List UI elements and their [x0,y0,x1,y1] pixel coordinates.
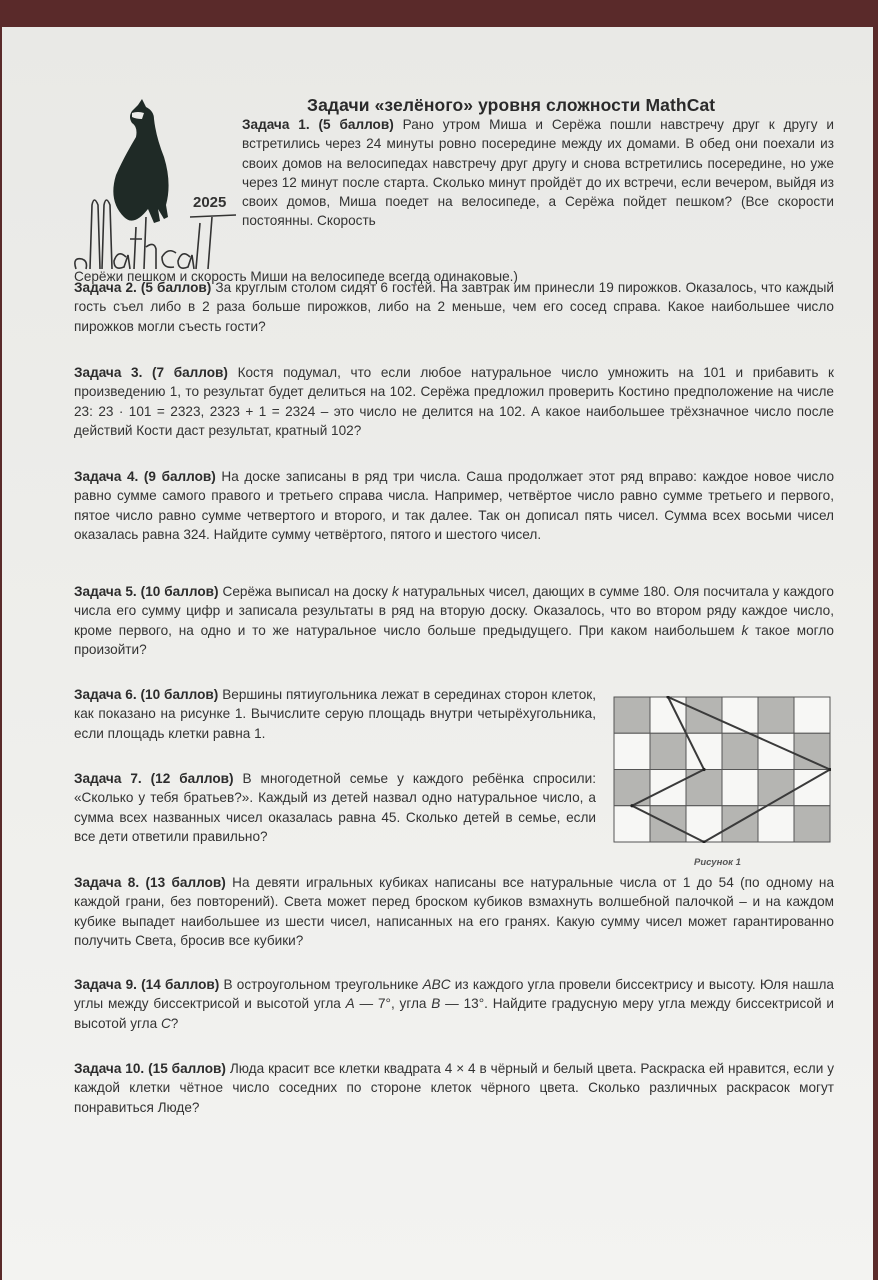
pentagon-vertex [702,768,705,771]
task-1-header: Задача 1. (5 баллов) [242,117,394,132]
task-8 [74,873,834,950]
logo-year: 2025 [193,194,227,211]
task-3-header: Задача 3. (7 баллов) [74,365,228,380]
task-4 [74,467,834,544]
task-9-var-c: C [160,1015,171,1031]
task-1-text: Рано утром Миша и Серёжа пошли навстречу друг к другу и встретились через 24 минуты ровно посередине между их домами. В обед они поехали из своих домов на велосипедах навстречу друг другу и снова встретились посередине, но уже через 12 минут после старта. Сколько минут пройдёт до их встречи, если вечером, выйдя из своих домов, Миша поедет на велосипеде, а Серёжа пойдет пешком? (Все скорости постоянны. Скорость [242,117,834,229]
figure-1-grid [613,696,831,843]
task-5-text-b: натуральных чисел, дающих в сумме 180. Оля посчитала у каждого числа его сумму цифр и записала результаты в ряд на вторую доску. Оказалось, что во втором ряду каждое число, кроме первого, на одно и то же натуральное число больше предыдущего. При каком наибольшем [74,584,834,638]
pentagon-vertex [630,804,633,807]
task-6-header: Задача 6. (10 баллов) [74,687,219,702]
task-9-text-d: — 13°. Найдите градусную меру угла между биссектрисой и высотой угла [74,996,834,1031]
task-6 [74,685,596,743]
task-9-text-c: — 7°, угла [354,996,432,1012]
task-9-text-a: В остроугольном треугольнике [219,977,423,992]
task-5-var-k: k [392,584,399,599]
task-2-text: За круглым столом сидят 6 гостей. На завтрак им принесли 19 пирожков. Оказалось, что каждый гость съел либо в 2 раза больше пирожков, либо на 2 меньше, чем его сосед справа. Какое наибольшее число пирожков могли съесть гости? [74,280,834,334]
grid-cell-gray [758,697,794,733]
grid-cell-gray [794,733,830,769]
task-6-text: Вершины пятиугольника лежат в серединах сторон клеток, как показано на рисунке 1. Вычислите серую площадь внутри четырёхугольника, если площадь клетки равна 1. [74,687,596,741]
grid-cell-white [758,806,794,842]
grid-cell-white [722,770,758,806]
task-7-text: В многодетной семье у каждого ребёнка спросили: «Сколько у тебя братьев?». Каждый из детей назвал одно натуральное число, а сумма всех названных чисел оказалась равна 45. Сколько детей в семье, если все дети ответили правильно? [74,771,596,844]
grid-cell-gray [650,733,686,769]
grid-cell-gray [722,733,758,769]
task-9-var-abc: ABC [422,977,451,992]
grid-cell-gray [686,697,722,733]
task-9-var-a: A [345,996,355,1012]
task-9-header: Задача 9. (14 баллов) [74,977,220,992]
grid-cell-gray [722,806,758,842]
task-3 [74,363,834,440]
task-7 [74,769,596,846]
grid-cell-white [794,697,830,733]
task-5-text-c: такое могло произойти? [74,622,834,657]
page-title: Задачи «зелёного» уровня сложности MathCat [307,95,716,115]
task-2-header: Задача 2. (5 баллов) [74,280,212,295]
task-9 [74,975,834,1033]
grid-cell-white [614,733,650,769]
task-1-text-cont: Серёжи пешком и скорость Миши на велосипеде всегда одинаковые.) [74,269,518,284]
task-4-header: Задача 4. (9 баллов) [74,469,216,484]
task-10-text: Люда красит все клетки квадрата 4 × 4 в чёрный и белый цвета. Раскраска ей нравится, если у каждой клетки чётное число соседних по стороне клеток чёрного цвета. Сколько различных раскрасок могут понравиться Люде? [74,1061,834,1115]
task-1 [242,115,834,231]
task-10 [74,1059,834,1117]
task-4-text: На доске записаны в ряд три числа. Саша продолжает этот ряд вправо: каждое новое число равно сумме самого правого и третьего справа числа. Например, четвёртое число равно сумме третьего и первого, пятое число равно сумме четвертого и второго, и так далее. Так он дописал пять чисел. Сумма всех восьми чисел оказалась равна 324. Найдите сумму четвёртого, пятого и шестого чисел. [74,469,835,542]
task-10-header: Задача 10. (15 баллов) [74,1061,226,1076]
task-2 [74,278,834,336]
figure-caption: Рисунок 1 [694,857,741,868]
grid-cell-gray [794,806,830,842]
paper-sheet [2,27,873,1280]
task-5-text-a: Серёжа выписал на доску [218,584,393,599]
task-9-var-b: B [431,996,441,1012]
task-3-text: Костя подумал, что если любое натуральное число умножить на 101 и прибавить к произведению 1, то результат будет делиться на 102. Серёжа предложил проверить Костино предположение на числе 23: 23 · 101 = 2323, 2323 + 1 = 2324 – это число не делится на 102. А какое наибольшее трёхзначное число после действий Кости даст результат, кратный 102? [74,365,834,438]
task-7-header: Задача 7. (12 баллов) [74,771,234,786]
task-8-header: Задача 8. (13 баллов) [74,875,226,890]
task-8-text: На девяти игральных кубиках написаны все натуральные числа от 1 до 54 (по одному на каждой грани, без повторений). Света может перед броском кубиков взмахнуть волшебной палочкой – и на каждом кубике выпадет наибольшее из шести чисел, написанных на его гранях. Какую сумму чисел может гарантированно получить Света, бросив все кубики? [74,875,834,948]
mathcat-logo [68,97,240,272]
task-5-header: Задача 5. (10 баллов) [74,584,219,599]
task-5 [74,582,834,659]
task-9-text-e: ? [170,1015,179,1031]
grid-cell-white [686,733,722,769]
grid-cell-gray [614,697,650,733]
grid-cell-white [722,697,758,733]
task-5-var-k-2: k [741,622,749,638]
task-9-text-b: из каждого угла провели биссектрису и высоту. Юля нашла углы между биссектрисой и высотой угла [74,977,834,1012]
